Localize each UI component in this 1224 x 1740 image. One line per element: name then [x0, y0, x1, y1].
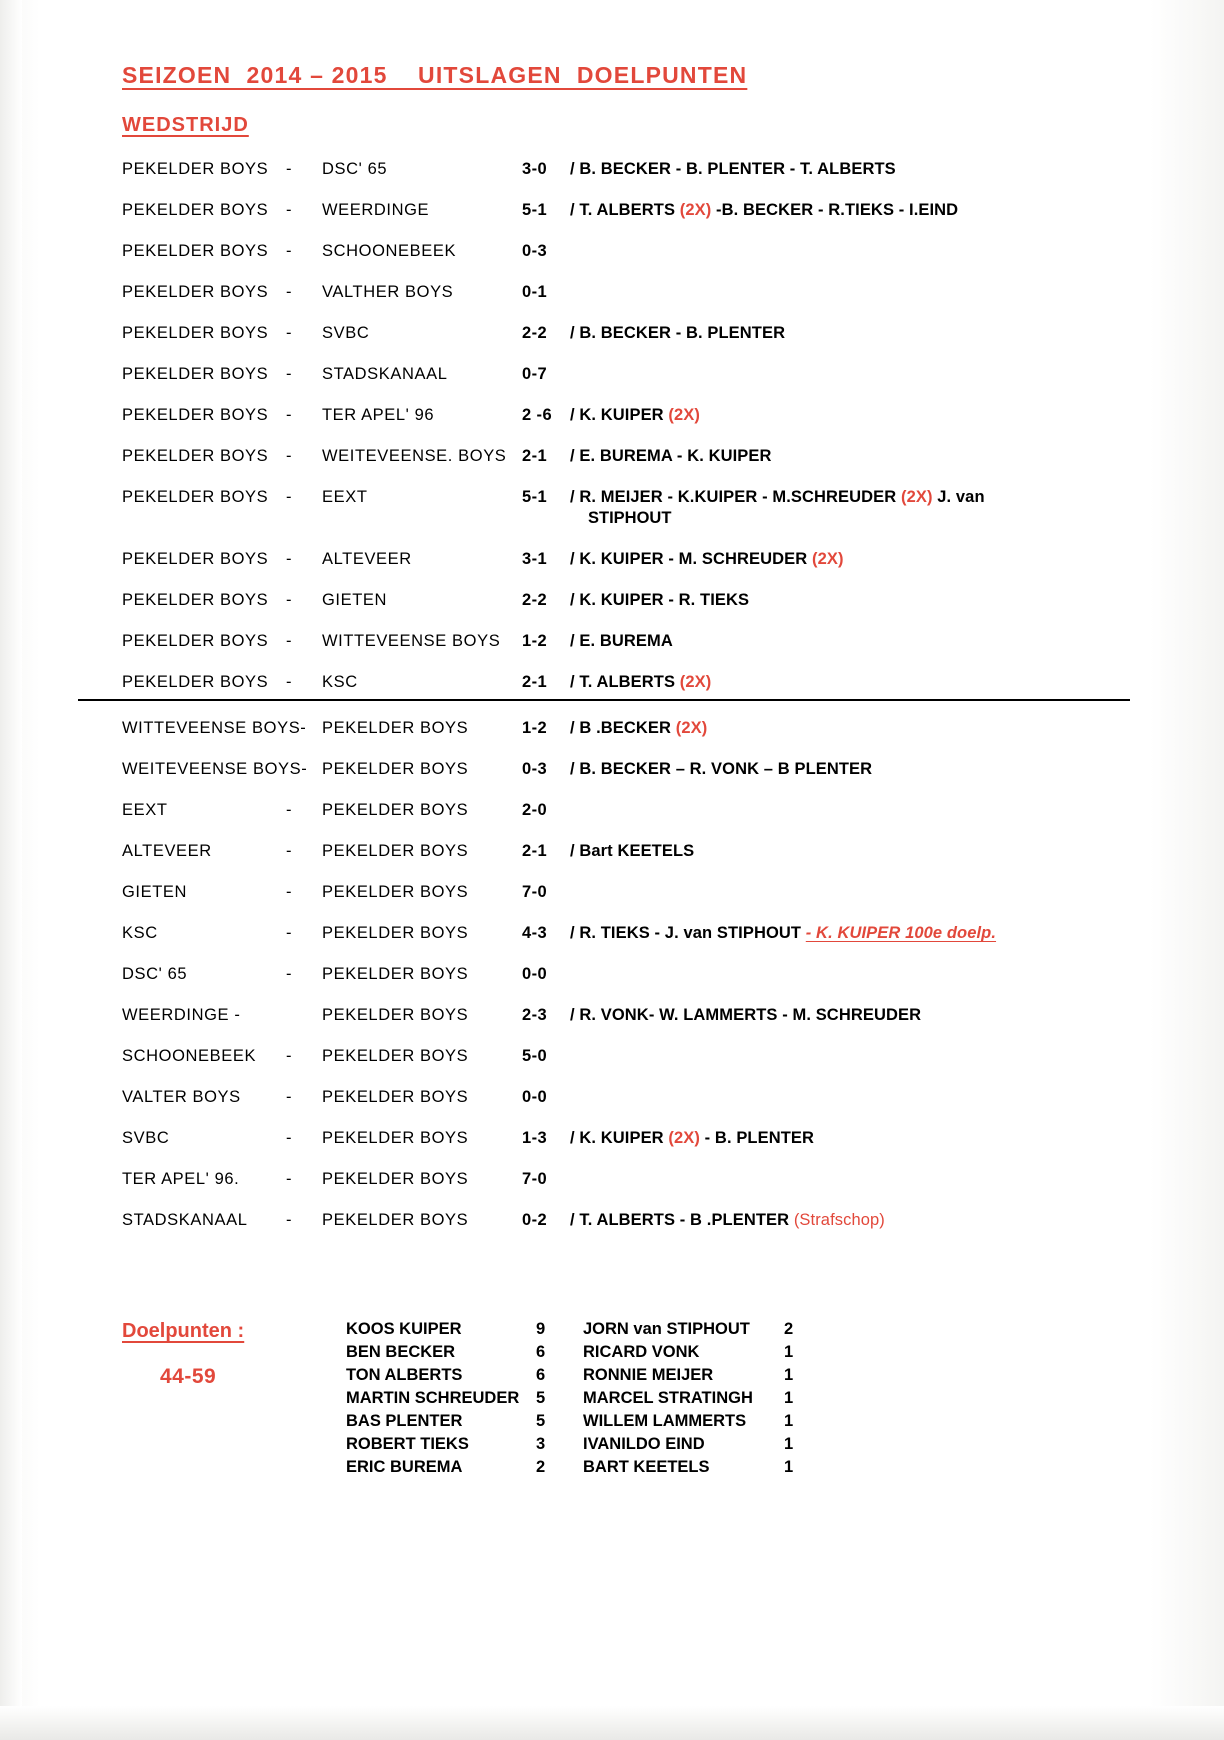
match-separator: -: [286, 632, 292, 650]
match-scorers-continuation: STIPHOUT: [588, 509, 672, 527]
match-scorers: [570, 1129, 814, 1148]
scorer-multiplier-badge: (2X): [679, 201, 712, 219]
match-row: [0, 550, 1224, 574]
scorer-name: ROBERT TIEKS: [346, 1435, 469, 1453]
match-row: [0, 1211, 1224, 1235]
match-away-team: SCHOONEBEEK: [322, 242, 457, 260]
match-score: 2-1: [522, 842, 548, 860]
match-row: [0, 283, 1224, 307]
scorer-name: IVANILDO EIND: [583, 1435, 705, 1453]
match-separator: -: [286, 801, 292, 819]
scorers-text: / R. TIEKS - J. van STIPHOUT: [570, 924, 806, 942]
match-score: 2-1: [522, 447, 548, 465]
match-away-team: PEKELDER BOYS: [322, 1088, 469, 1106]
match-home-team: WEITEVEENSE BOYS-: [122, 760, 308, 778]
match-row: [0, 673, 1224, 697]
match-scorers: [570, 406, 700, 425]
match-away-team: PEKELDER BOYS: [322, 842, 469, 860]
match-away-team: PEKELDER BOYS: [322, 883, 469, 901]
match-away-team: PEKELDER BOYS: [322, 1047, 469, 1065]
match-away-team: PEKELDER BOYS: [322, 965, 469, 983]
match-separator: -: [286, 160, 292, 178]
match-away-team: PEKELDER BOYS: [322, 760, 469, 778]
match-separator: -: [286, 283, 292, 301]
match-row: [0, 1047, 1224, 1071]
match-home-team: PEKELDER BOYS: [122, 365, 269, 383]
match-home-team: PEKELDER BOYS: [122, 591, 269, 609]
scorer-name: TON ALBERTS: [346, 1366, 463, 1384]
match-scorers: [570, 550, 844, 569]
match-home-team: WEERDINGE -: [122, 1006, 241, 1024]
match-home-team: PEKELDER BOYS: [122, 632, 269, 650]
scorers-text: / B .BECKER: [570, 719, 676, 737]
match-row: [0, 324, 1224, 348]
match-scorers: [570, 1211, 885, 1230]
match-away-team: SVBC: [322, 324, 370, 342]
match-score: 0-3: [522, 760, 548, 778]
section-divider: [78, 699, 1130, 701]
match-score: 1-2: [522, 719, 548, 737]
match-away-team: GIETEN: [322, 591, 388, 609]
match-row: [0, 591, 1224, 615]
scorers-text-continued: J. van: [932, 488, 985, 506]
match-score: 2 -6: [522, 406, 553, 424]
scorer-name: RICARD VONK: [583, 1343, 700, 1361]
match-home-team: VALTER BOYS: [122, 1088, 241, 1106]
match-score: 0-0: [522, 965, 548, 983]
match-scorers: / B. BECKER - B. PLENTER - T. ALBERTS: [570, 160, 896, 178]
scorer-multiplier-badge: (2X): [900, 488, 933, 506]
match-home-team: EEXT: [122, 801, 168, 819]
match-row: [0, 842, 1224, 866]
scorer-name: BAS PLENTER: [346, 1412, 463, 1430]
match-away-team: DSC' 65: [322, 160, 388, 178]
match-away-team: PEKELDER BOYS: [322, 719, 469, 737]
match-score: 5-1: [522, 201, 548, 219]
match-scorers: [570, 719, 707, 738]
match-away-team: EEXT: [322, 488, 368, 506]
document-title: SEIZOEN 2014 – 2015 UITSLAGEN DOELPUNTEN: [122, 62, 748, 88]
match-score: 2-2: [522, 591, 548, 609]
match-scorers: / B. BECKER - B. PLENTER: [570, 324, 786, 342]
match-separator: -: [286, 883, 292, 901]
match-home-team: PEKELDER BOYS: [122, 447, 269, 465]
match-row: [0, 201, 1224, 225]
match-scorers: / Bart KEETELS: [570, 842, 695, 860]
match-home-team: GIETEN: [122, 883, 188, 901]
match-separator: -: [286, 1170, 292, 1188]
match-away-team: ALTEVEER: [322, 550, 412, 568]
scorer-multiplier-badge: (2X): [668, 1129, 700, 1147]
match-away-team: STADSKANAAL: [322, 365, 448, 383]
match-away-team: WITTEVEENSE BOYS: [322, 632, 501, 650]
match-separator: -: [286, 324, 292, 342]
match-row: [0, 632, 1224, 656]
scorers-text: / T. ALBERTS: [570, 673, 680, 691]
match-home-team: WITTEVEENSE BOYS-: [122, 719, 307, 737]
scorer-goal-count: 9: [536, 1320, 546, 1338]
match-row: [0, 1170, 1224, 1194]
match-score: 0-1: [522, 283, 548, 301]
section-heading-wedstrijd: WEDSTRIJD: [122, 114, 249, 136]
match-score: 0-0: [522, 1088, 548, 1106]
match-home-team: PEKELDER BOYS: [122, 283, 269, 301]
penalty-note: (Strafschop): [793, 1211, 885, 1229]
match-separator: -: [286, 1129, 292, 1147]
match-score: 2-1: [522, 673, 548, 691]
match-score: 5-1: [522, 488, 548, 506]
match-separator: -: [286, 242, 292, 260]
match-home-team: PEKELDER BOYS: [122, 160, 269, 178]
match-row: [0, 719, 1224, 743]
scorer-name: BART KEETELS: [583, 1458, 710, 1476]
match-scorers: / B. BECKER – R. VONK – B PLENTER: [570, 760, 873, 778]
match-separator: -: [286, 842, 292, 860]
match-row: [0, 160, 1224, 184]
match-home-team: PEKELDER BOYS: [122, 406, 269, 424]
match-row: [0, 406, 1224, 430]
scorers-text-continued: - B. PLENTER: [699, 1129, 815, 1147]
match-row: [0, 883, 1224, 907]
match-score: 0-7: [522, 365, 548, 383]
scorer-goal-count: 6: [536, 1343, 546, 1361]
match-away-team: PEKELDER BOYS: [322, 924, 469, 942]
match-separator: -: [286, 550, 292, 568]
match-away-team: PEKELDER BOYS: [322, 801, 469, 819]
match-separator: -: [286, 1211, 292, 1229]
match-away-team: PEKELDER BOYS: [322, 1006, 469, 1024]
scorers-text: / R. MEIJER - K.KUIPER - M.SCHREUDER: [570, 488, 901, 506]
scorer-name: MARTIN SCHREUDER: [346, 1389, 520, 1407]
scorer-goal-count: 5: [536, 1412, 546, 1430]
scorer-name: JORN van STIPHOUT: [583, 1320, 750, 1338]
match-separator: -: [286, 365, 292, 383]
match-row: [0, 447, 1224, 471]
match-home-team: STADSKANAAL: [122, 1211, 248, 1229]
scorers-text-continued: -B. BECKER - R.TIEKS - I.EIND: [711, 201, 959, 219]
scorer-name: WILLEM LAMMERTS: [583, 1412, 747, 1430]
match-separator: -: [286, 965, 292, 983]
match-scorers-continuation-row: [0, 509, 1224, 533]
match-row: [0, 1088, 1224, 1112]
match-home-team: PEKELDER BOYS: [122, 324, 269, 342]
scorer-name: RONNIE MEIJER: [583, 1366, 714, 1384]
match-row: [0, 965, 1224, 989]
match-home-team: DSC' 65: [122, 965, 188, 983]
match-score: 0-2: [522, 1211, 548, 1229]
match-separator: -: [286, 406, 292, 424]
match-scorers: / R. VONK- W. LAMMERTS - M. SCHREUDER: [570, 1006, 922, 1024]
match-separator: -: [286, 924, 292, 942]
match-score: 1-3: [522, 1129, 548, 1147]
match-home-team: PEKELDER BOYS: [122, 488, 269, 506]
match-score: 3-0: [522, 160, 548, 178]
match-separator: -: [286, 591, 292, 609]
match-home-team: PEKELDER BOYS: [122, 673, 269, 691]
scorers-text: / K. KUIPER: [570, 1129, 669, 1147]
match-home-team: KSC: [122, 924, 158, 942]
scorer-goal-count: 6: [536, 1366, 546, 1384]
match-separator: -: [286, 1047, 292, 1065]
match-row: [0, 365, 1224, 389]
match-home-team: PEKELDER BOYS: [122, 550, 269, 568]
scorer-goal-count: 2: [536, 1458, 546, 1476]
scorer-name: BEN BECKER: [346, 1343, 456, 1361]
match-score: 2-2: [522, 324, 548, 342]
scorer-goal-count: 1: [784, 1412, 794, 1430]
match-away-team: PEKELDER BOYS: [322, 1170, 469, 1188]
match-away-team: PEKELDER BOYS: [322, 1211, 469, 1229]
scorer-goal-count: 1: [784, 1435, 794, 1453]
match-row: [0, 760, 1224, 784]
match-row: [0, 242, 1224, 266]
scorer-name: ERIC BUREMA: [346, 1458, 463, 1476]
scorer-goal-count: 1: [784, 1366, 794, 1384]
scorer-multiplier-badge: (2X): [668, 406, 700, 424]
match-row: [0, 924, 1224, 948]
scorer-goal-count: 5: [536, 1389, 546, 1407]
match-home-team: SCHOONEBEEK: [122, 1047, 257, 1065]
match-row: [0, 801, 1224, 825]
scorers-text: / K. KUIPER - M. SCHREUDER: [570, 550, 812, 568]
match-scorers: / E. BUREMA - K. KUIPER: [570, 447, 772, 465]
match-home-team: PEKELDER BOYS: [122, 201, 269, 219]
scorer-multiplier-badge: (2X): [679, 673, 712, 691]
match-score: 1-2: [522, 632, 548, 650]
scorers-text: / K. KUIPER: [570, 406, 669, 424]
match-home-team: ALTEVEER: [122, 842, 212, 860]
match-away-team: PEKELDER BOYS: [322, 1129, 469, 1147]
scorers-text: / T. ALBERTS - B .PLENTER: [570, 1211, 794, 1229]
match-away-team: TER APEL' 96: [322, 406, 435, 424]
match-scorers: [570, 673, 711, 692]
match-row: [0, 1006, 1224, 1030]
scorer-goal-count: 3: [536, 1435, 546, 1453]
scorers-text: / T. ALBERTS: [570, 201, 680, 219]
match-score: 2-0: [522, 801, 548, 819]
match-scorers: / E. BUREMA: [570, 632, 673, 650]
match-separator: -: [286, 201, 292, 219]
match-separator: -: [286, 1088, 292, 1106]
match-away-team: KSC: [322, 673, 358, 691]
match-away-team: VALTHER BOYS: [322, 283, 454, 301]
scorers-section-label: Doelpunten :: [122, 1320, 245, 1342]
scorer-name: MARCEL STRATINGH: [583, 1389, 753, 1407]
match-separator: -: [286, 447, 292, 465]
match-away-team: WEERDINGE: [322, 201, 430, 219]
match-home-team: TER APEL' 96.: [122, 1170, 240, 1188]
scorer-goal-count: 1: [784, 1343, 794, 1361]
scorer-goal-count: 1: [784, 1389, 794, 1407]
match-separator: -: [286, 488, 292, 506]
match-score: 2-3: [522, 1006, 548, 1024]
match-score: 4-3: [522, 924, 548, 942]
match-scorers: / K. KUIPER - R. TIEKS: [570, 591, 750, 609]
match-score: 7-0: [522, 883, 548, 901]
match-scorers: [570, 924, 996, 943]
match-away-team: WEITEVEENSE. BOYS: [322, 447, 507, 465]
scorer-goal-count: 1: [784, 1458, 794, 1476]
match-row: [0, 1129, 1224, 1153]
scorers-total: 44-59: [160, 1365, 217, 1388]
scorer-multiplier-badge: (2X): [811, 550, 844, 568]
scorer-name: KOOS KUIPER: [346, 1320, 462, 1338]
match-scorers: [570, 488, 985, 507]
scorer-multiplier-badge: (2X): [675, 719, 708, 737]
match-score: 5-0: [522, 1047, 548, 1065]
match-score: 3-1: [522, 550, 548, 568]
match-separator: -: [286, 673, 292, 691]
scorer-goal-count: 2: [784, 1320, 794, 1338]
milestone-note: - K. KUIPER 100e doelp.: [805, 924, 997, 942]
match-scorers: [570, 201, 958, 220]
match-home-team: SVBC: [122, 1129, 170, 1147]
match-score: 7-0: [522, 1170, 548, 1188]
match-home-team: PEKELDER BOYS: [122, 242, 269, 260]
match-score: 0-3: [522, 242, 548, 260]
